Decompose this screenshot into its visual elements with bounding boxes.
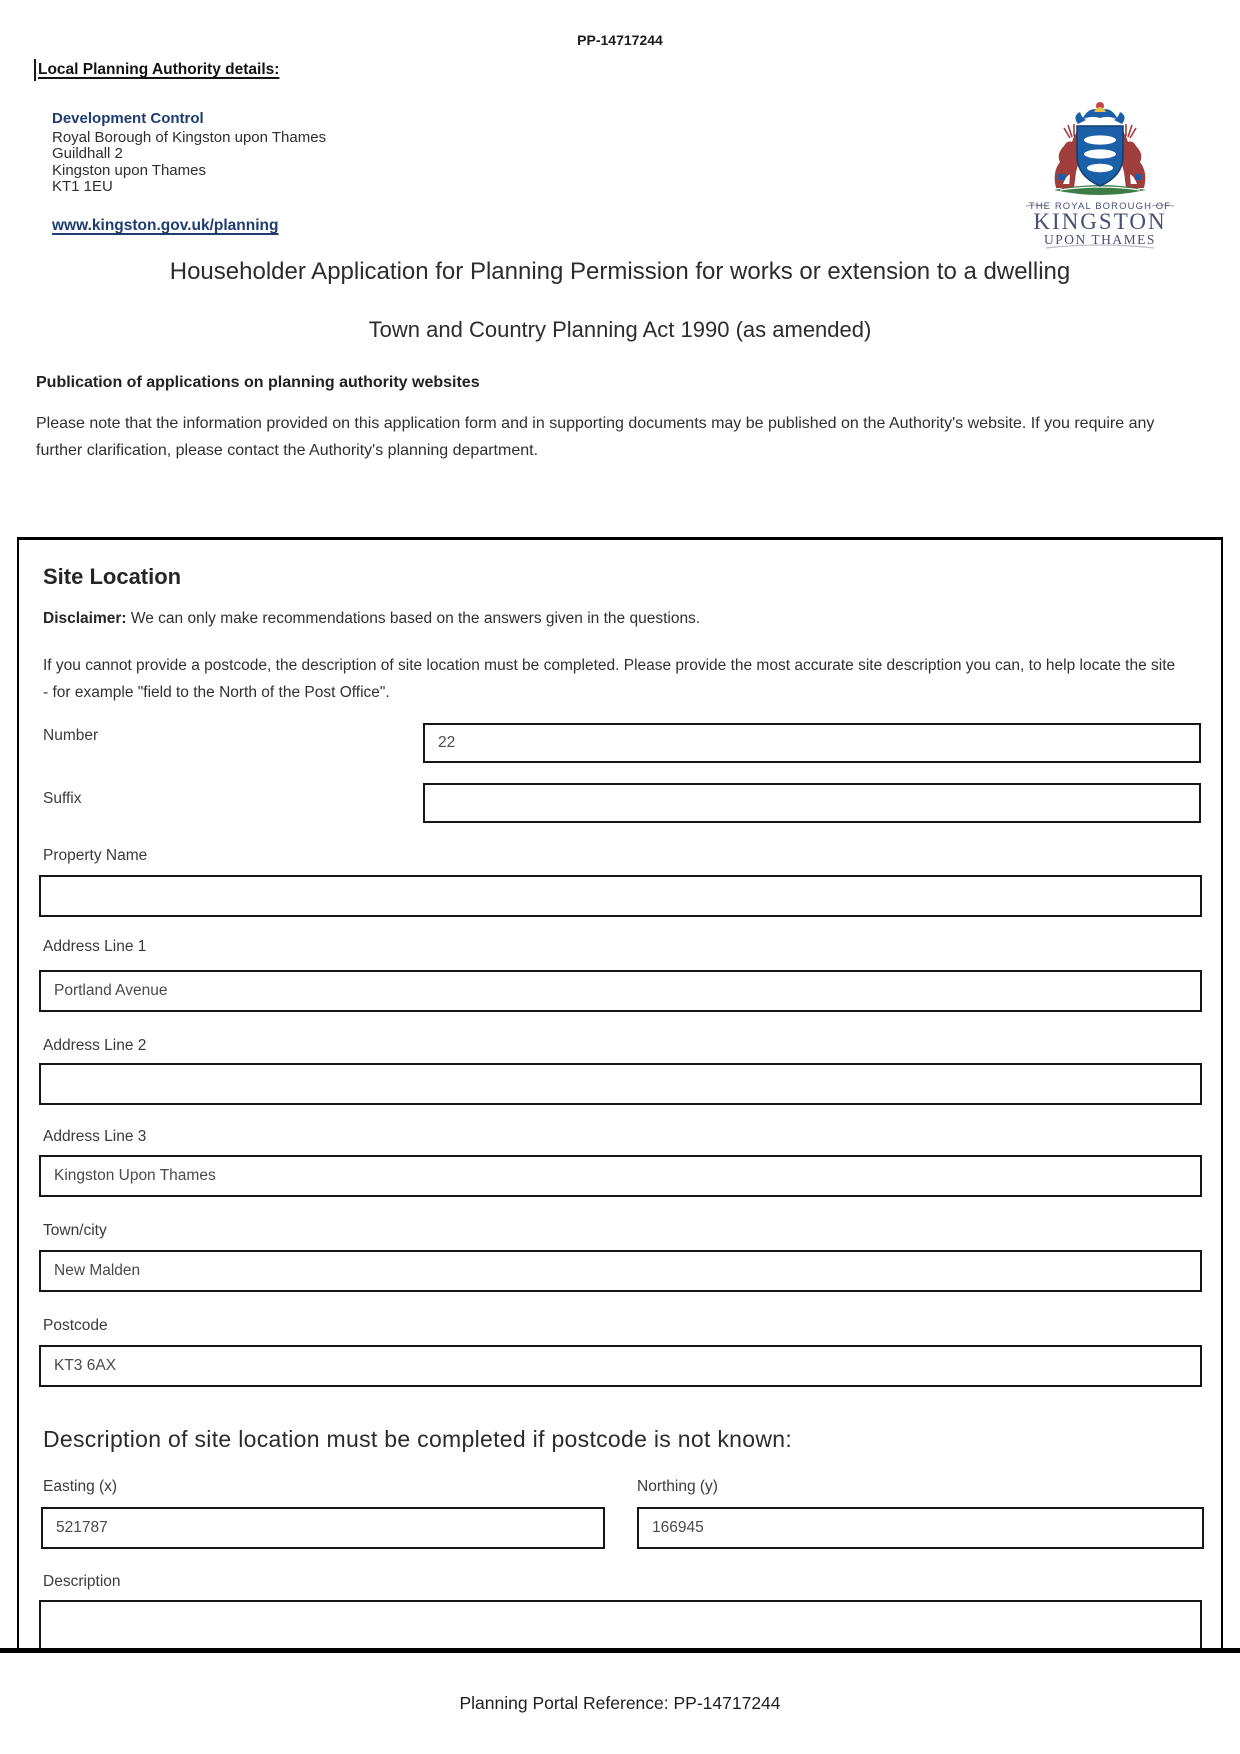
text-cursor-artifact bbox=[34, 59, 36, 81]
crest-mantling-icon bbox=[1075, 102, 1124, 124]
property-name-label: Property Name bbox=[43, 847, 148, 864]
lpa-address-block bbox=[52, 111, 326, 196]
site-location-heading: Site Location bbox=[43, 564, 182, 589]
site-location-intro: If you cannot provide a postcode, the description of site location must be completed. Please provide the most accurate site description you can, to help locate the site - for example "field to the North of the Post Office". bbox=[43, 657, 1176, 701]
easting-label: Easting (x) bbox=[43, 1478, 118, 1495]
disclaimer-label: Disclaimer: bbox=[43, 610, 127, 627]
lpa-address-line: KT1 1EU bbox=[52, 178, 113, 195]
easting-input[interactable] bbox=[41, 1507, 605, 1549]
publication-heading: Publication of applications on planning authority websites bbox=[36, 374, 480, 391]
description-label: Description bbox=[43, 1573, 121, 1590]
logo-caption-main: KINGSTON bbox=[1033, 209, 1167, 234]
disclaimer-text: We can only make recommendations based on the answers given in the questions. bbox=[126, 610, 701, 627]
address-line-1-label: Address Line 1 bbox=[43, 938, 147, 955]
property-name-input[interactable] bbox=[39, 875, 1202, 917]
lpa-address-line: Guildhall 2 bbox=[52, 145, 123, 162]
planning-portal-reference-top: PP-14717244 bbox=[577, 32, 663, 48]
address-line-3-label: Address Line 3 bbox=[43, 1128, 147, 1145]
number-label: Number bbox=[43, 727, 99, 744]
logo-caption-sub: UPON THAMES bbox=[1044, 232, 1156, 247]
shield-icon bbox=[1077, 126, 1123, 186]
suffix-input[interactable] bbox=[423, 783, 1201, 823]
address-line-1-input[interactable] bbox=[39, 970, 1202, 1012]
publication-body: Please note that the information provided on this application form and in supporting documents may be published on the Authority's website. If you require any further clarification, please contact the Authority's planning department. bbox=[36, 415, 1155, 459]
lpa-website-link[interactable]: www.kingston.gov.uk/planning bbox=[52, 217, 279, 234]
form-subtitle: Town and Country Planning Act 1990 (as amended) bbox=[368, 317, 872, 342]
lpa-address-line: Royal Borough of Kingston upon Thames bbox=[52, 128, 327, 146]
address-line-2-label: Address Line 2 bbox=[43, 1037, 147, 1054]
town-city-input[interactable] bbox=[39, 1250, 1202, 1292]
planning-portal-reference-footer: Planning Portal Reference: PP-14717244 bbox=[459, 1693, 781, 1713]
suffix-label: Suffix bbox=[43, 790, 82, 807]
postcode-label: Postcode bbox=[43, 1317, 108, 1334]
northing-label: Northing (y) bbox=[637, 1478, 718, 1495]
lpa-address-line: Kingston upon Thames bbox=[52, 161, 206, 179]
postcode-input[interactable] bbox=[39, 1345, 1202, 1387]
site-location-section bbox=[17, 537, 1223, 1648]
site-location-disclaimer bbox=[43, 610, 700, 628]
kingston-coat-of-arms-logo bbox=[1022, 98, 1178, 250]
number-input[interactable] bbox=[423, 723, 1201, 763]
lpa-department: Development Control bbox=[52, 110, 204, 127]
address-line-3-input[interactable] bbox=[39, 1155, 1202, 1197]
address-line-2-input[interactable] bbox=[39, 1063, 1202, 1105]
form-title: Householder Application for Planning Permission for works or extension to a dwelling bbox=[169, 258, 1071, 285]
logo-caption-top: THE ROYAL BOROUGH OF bbox=[1028, 201, 1172, 212]
page-end-rule bbox=[0, 1648, 1240, 1653]
lpa-details-heading: Local Planning Authority details: bbox=[38, 61, 280, 78]
northing-input[interactable] bbox=[637, 1507, 1204, 1549]
description-textarea[interactable] bbox=[39, 1600, 1202, 1648]
town-city-label: Town/city bbox=[43, 1222, 107, 1239]
description-of-site-heading: Description of site location must be completed if postcode is not known: bbox=[43, 1426, 793, 1452]
